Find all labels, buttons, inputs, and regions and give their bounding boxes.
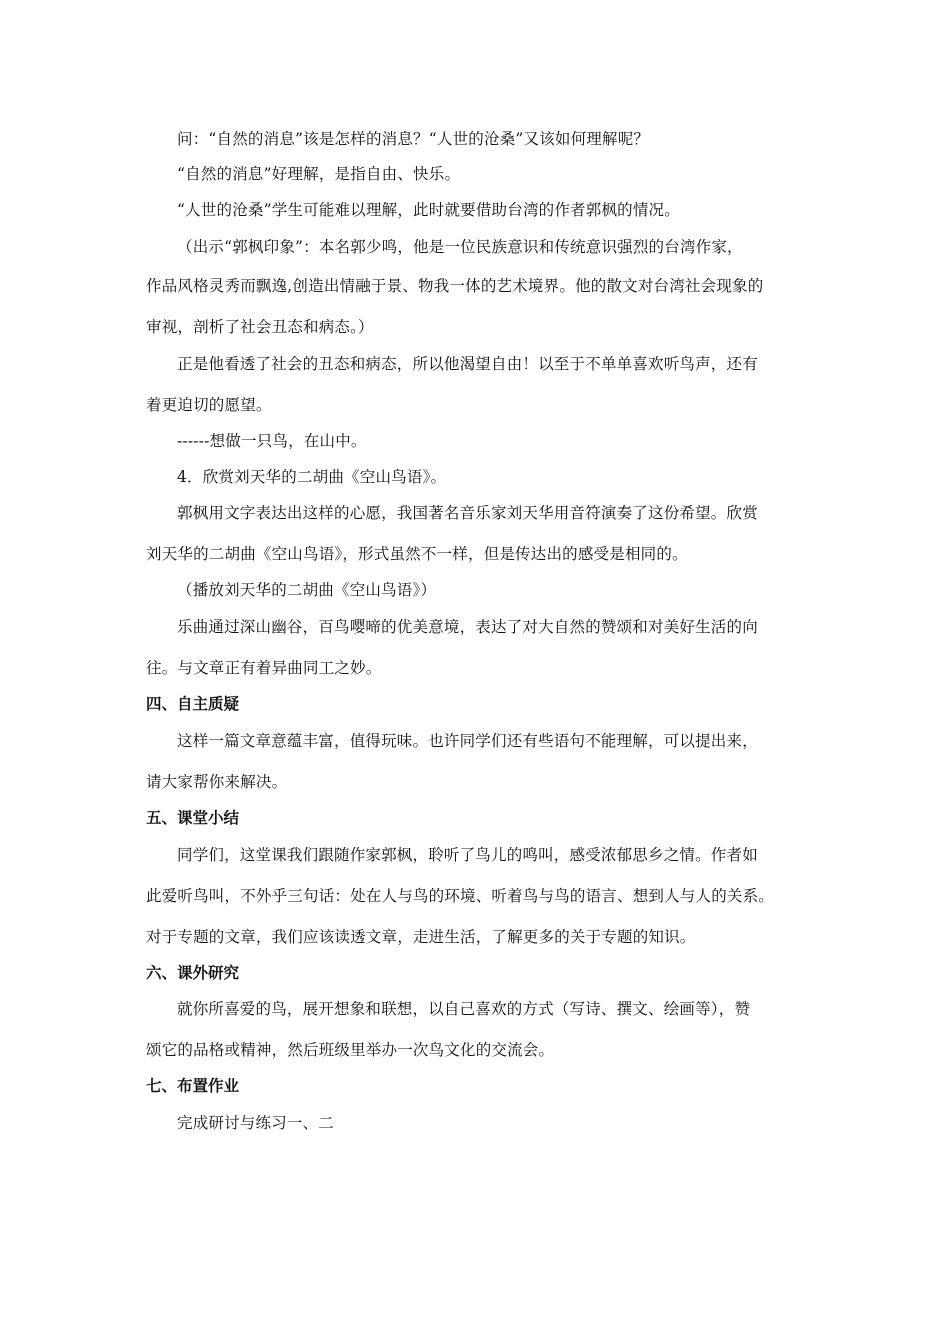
paragraph-questioning-line2: 请大家帮你来解决。 [146, 773, 288, 791]
paragraph-play-erhu: （播放刘天华的二胡曲《空山鸟语》） [177, 581, 437, 599]
paragraph-be-a-bird: ------想做一只鸟，在山中。 [177, 432, 367, 450]
paragraph-guofeng-intro-line3: 审视，剖析了社会丑态和病态。） [146, 318, 374, 336]
paragraph-research-line1: 就你所喜爱的鸟，展开想象和联想，以自己喜欢的方式（写诗、撰文、绘画等），赞 [177, 1000, 751, 1018]
paragraph-research-line2: 颂它的品格或精神，然后班级里举办一次鸟文化的交流会。 [146, 1041, 555, 1059]
paragraph-questioning-line1: 这样一篇文章意蕴丰富，值得玩味。也许同学们还有些语句不能理解，可以提出来， [177, 732, 758, 750]
paragraph-desire-freedom-line2: 着更迫切的愿望。 [146, 396, 272, 414]
paragraph-homework: 完成研讨与练习一、二 [177, 1114, 335, 1132]
paragraph-guofeng-intro-line1: （出示“郭枫印象”：本名郭少鸣，他是一位民族意识和传统意识强烈的台湾作家， [177, 238, 743, 256]
paragraph-music-line1: 乐曲通过深山幽谷，百鸟嘤啼的优美意境，表达了对大自然的赞颂和对美好生活的向 [177, 618, 758, 636]
paragraph-summary-line3: 对于专题的文章，我们应该读透文章，走进生活，了解更多的关于专题的知识。 [146, 928, 696, 946]
paragraph-guofeng-intro-line2: 作品风格灵秀而飘逸,创造出情融于景、物我一体的艺术境界。他的散文对台湾社会现象的 [146, 277, 764, 295]
paragraph-erhu-line2: 刘天华的二胡曲《空山鸟语》，形式虽然不一样，但是传达出的感受是相同的。 [146, 545, 688, 563]
paragraph-desire-freedom-line1: 正是他看透了社会的丑态和病态，所以他渴望自由！以至于不单单喜欢听鸟声，还有 [177, 355, 758, 373]
paragraph-summary-line2: 此爱听鸟叫，不外乎三句话：处在人与鸟的环境、听着鸟与鸟的语言、想到人与人的关系。 [146, 887, 775, 905]
section-heading-5: 五、课堂小结 [146, 809, 240, 827]
paragraph-summary-line1: 同学们，这堂课我们跟随作家郭枫，聆听了鸟儿的鸣叫，感受浓郁思乡之情。作者如 [177, 846, 758, 864]
paragraph-music-line2: 往。与文章正有着异曲同工之妙。 [146, 659, 382, 677]
paragraph-natural-message: “自然的消息”好理解，是指自由、快乐。 [177, 165, 461, 183]
paragraph-human-vicissitudes: “人世的沧桑”学生可能难以理解，此时就要借助台湾的作者郭枫的情况。 [177, 201, 680, 219]
section-heading-4: 四、自主质疑 [146, 695, 240, 713]
paragraph-item-4: 4．欣赏刘天华的二胡曲《空山鸟语》。 [177, 468, 447, 486]
paragraph-question: 问：“自然的消息”该是怎样的消息？“人世的沧桑”又该如何理解呢？ [177, 130, 650, 148]
paragraph-erhu-line1: 郭枫用文字表达出这样的心愿，我国著名音乐家刘天华用音符演奏了这份希望。欣赏 [177, 504, 758, 522]
section-heading-6: 六、课外研究 [146, 964, 240, 982]
section-heading-7: 七、布置作业 [146, 1077, 240, 1095]
